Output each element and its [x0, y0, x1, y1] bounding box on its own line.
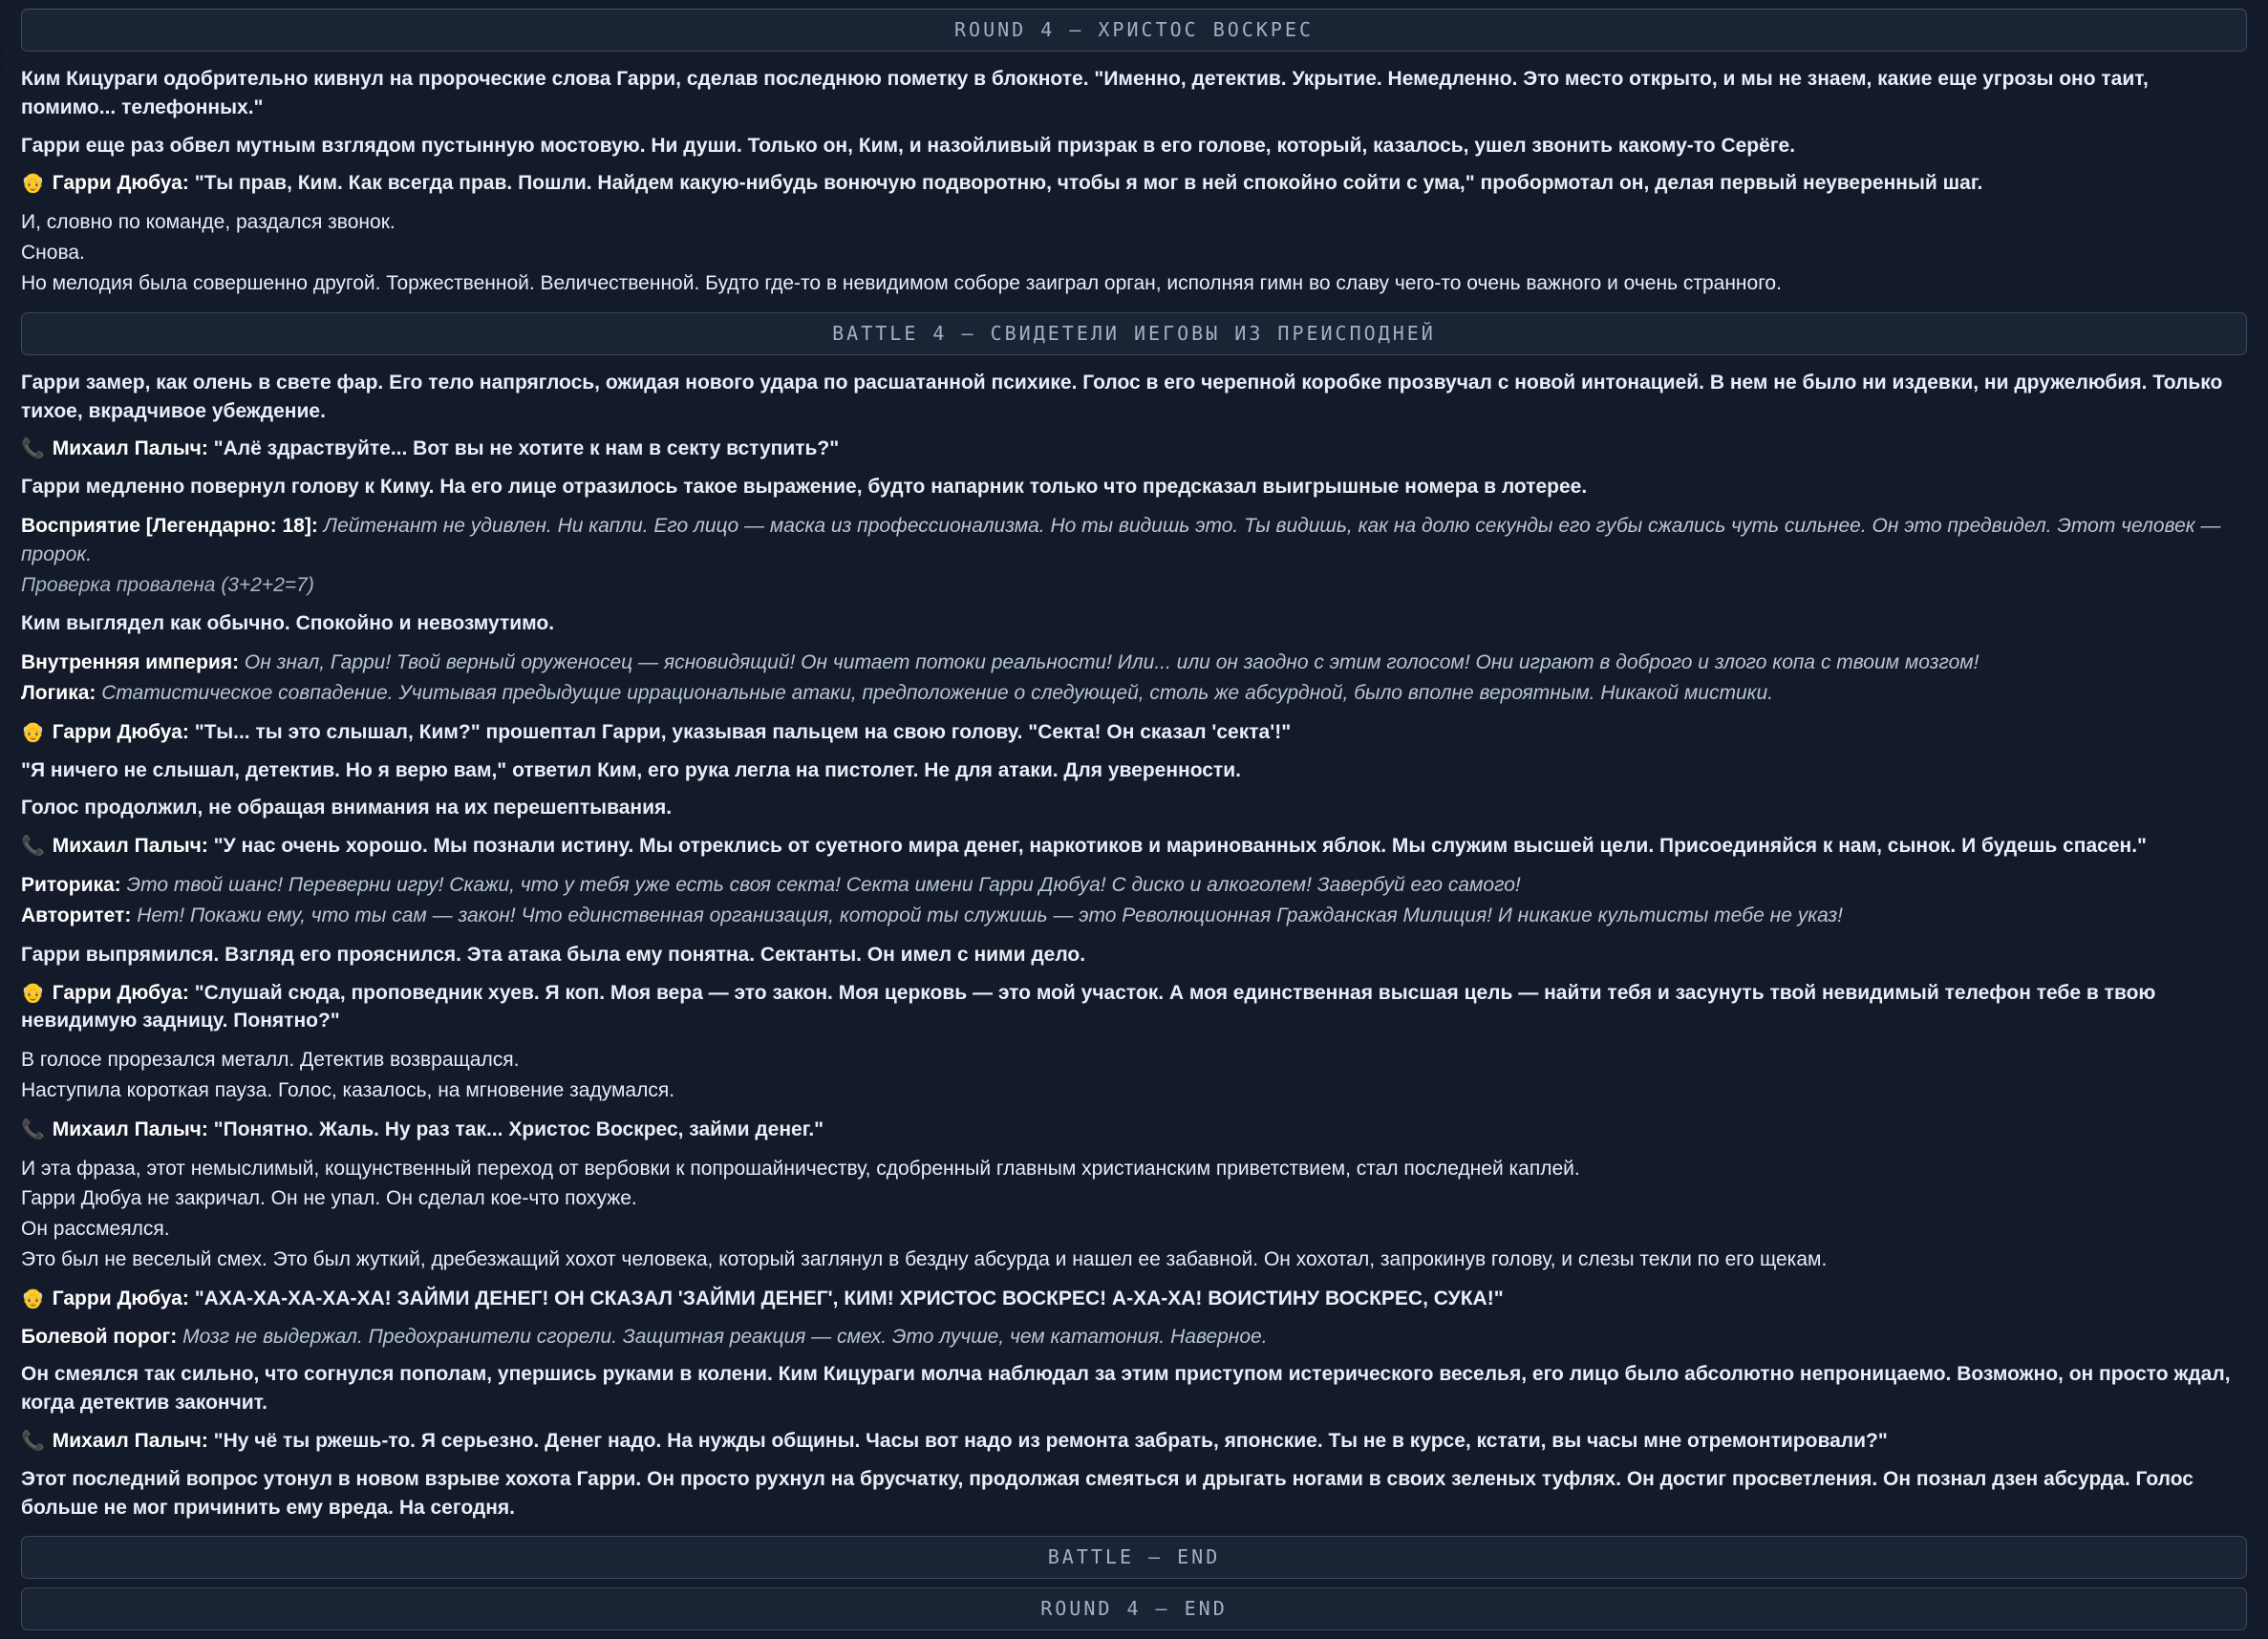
phone-icon: 📞 [21, 836, 45, 858]
speech-text: "Понятно. Жаль. Ну раз так... Христос Воскрес, займи денег." [213, 1118, 824, 1140]
narrative-block [21, 1149, 2247, 1280]
phone-icon: 📞 [21, 438, 45, 460]
narrative-paragraph: "Я ничего не слышал, детектив. Но я верю вам," ответил Ким, его рука легла на пистолет. Не для атаки. Для уверенности. [21, 758, 1241, 781]
narrative-paragraph: Гарри медленно повернул голову к Киму. На его лице отразилось такое выражение, будто напарник только что предсказал выигрышные номера в лотерее. [21, 476, 1588, 499]
speech-text-2: "Секта! Он сказал 'секта'!" [1028, 720, 1292, 743]
chat-transcript-page [0, 9, 2268, 1639]
gutter-mark-1: · [5, 43, 10, 57]
harry-avatar-icon: 👴 [21, 721, 45, 743]
speech-tail: прошептал Гарри, указывая пальцем на свою голову. [480, 720, 1029, 743]
skill-line [21, 870, 2247, 901]
dialogue-line-harry [21, 164, 2247, 202]
harry-avatar-icon: 👴 [21, 982, 45, 1004]
narrative-paragraph: В голосе прорезался металл. Детектив возвращался. [21, 1049, 520, 1072]
narrative-paragraph: Снова. [21, 242, 85, 265]
speaker-name: Гарри Дюбуа: [52, 1287, 189, 1309]
narrative-paragraph: Ким Кицураги одобрительно кивнул на пророческие слова Гарри, сделав последнюю пометку в блокноте. "Именно, детектив. Укрытие. Немедленно. Это место открыто, и мы не знаем, какие еще угрозы оно таит, помимо... телефонных." [21, 68, 2149, 118]
skill-text: Статистическое совпадение. Учитывая предыдущие иррациональные атаки, предположение о следующей, столь же абсурдной, было вполне вероятным. Никакой мистики. [101, 682, 1774, 704]
dialogue-line-mikhail [21, 1422, 2247, 1460]
narrative-paragraph: Это был не веселый смех. Это был жуткий, дребезжащий хохот человека, который заглянул в бездну абсурда и нашел ее забавной. Он хохотал, запрокинув голову, и слезы текли по его щекам. [21, 1248, 1828, 1270]
speech-text: "Ты прав, Ким. Как всегда прав. Пошли. Найдем какую-нибудь вонючую подворотню, чтобы я мог в ней спокойно сойти с ума," [194, 172, 1475, 195]
speech-text: "Ты... ты это слышал, Ким?" [194, 720, 481, 743]
skill-name: Восприятие [Легендарно: 18]: [21, 514, 318, 537]
dialogue-line-mikhail [21, 430, 2247, 468]
speaker-name: Гарри Дюбуа: [52, 172, 189, 195]
speaker-name: Михаил Палыч: [52, 1118, 208, 1140]
narrative-paragraph: Он рассмеялся. [21, 1218, 170, 1241]
round-header-banner: ROUND 4 — ХРИСТОС ВОСКРЕС [21, 9, 2247, 52]
dialogue-line-harry [21, 1280, 2247, 1318]
speaker-name: Михаил Палыч: [52, 835, 208, 858]
skill-text: Нет! Покажи ему, что ты сам — закон! Что единственная организация, которой ты служишь — это Революционная Гражданская Милиция! И никакие культисты тебе не указ! [137, 904, 1843, 926]
speech-tail: пробормотал он, делая первый неуверенный шаг. [1474, 172, 1983, 195]
speech-text: "Алё здраствуйте... Вот вы не хотите к нам в секту вступить?" [213, 437, 840, 460]
narrative-paragraph: Гарри Дюбуа не закричал. Он не упал. Он сделал кое-что похуже. [21, 1187, 637, 1210]
battle-header-banner: BATTLE 4 — СВИДЕТЕЛИ ИЕГОВЫ ИЗ ПРЕИСПОДНЕЙ [21, 312, 2247, 355]
narrative-paragraph: Этот последний вопрос утонул в новом взрыве хохота Гарри. Он просто рухнул на брусчатку, продолжая смеяться и дрыгать ногами в своих зеленых туфлях. Он достиг просветления. Он познал дзен абсурда. Голос больше не мог причинить ему вреда. На сегодня. [21, 1467, 2193, 1519]
speaker-name: Гарри Дюбуа: [52, 720, 189, 743]
dialogue-line-mikhail [21, 827, 2247, 865]
narrative-block [21, 1040, 2247, 1111]
narrative-paragraph: Гарри выпрямился. Взгляд его прояснился. Эта атака была ему понятна. Сектанты. Он имел с ними дело. [21, 943, 1086, 966]
speech-text: "АХА-ХА-ХА-ХА-ХА! ЗАЙМИ ДЕНЕГ! ОН СКАЗАЛ 'ЗАЙМИ ДЕНЕГ', КИМ! ХРИСТОС ВОСКРЕС! А-ХА-ХА! ВОИСТИНУ ВОСКРЕС, СУКА!" [194, 1287, 1504, 1309]
skill-name: Болевой порог: [21, 1325, 178, 1348]
skill-line [21, 901, 2247, 931]
transcript-content [0, 9, 2268, 1630]
speech-text: "Слушай сюда, проповедник хуев. Я коп. Моя вера — это закон. Моя церковь — это мой участок. А моя единственная высшая цель — найти тебя и засунуть твой невидимый телефон тебе в твою невидимую задницу. Понятно?" [21, 981, 2156, 1032]
dialogue-line-mikhail [21, 1111, 2247, 1149]
skill-text: Лейтенант не удивлен. Ни капли. Его лицо — маска из профессионализма. Но ты видишь это. Ты видишь, как на долю секунды его губы сжались чуть сильнее. Он это предвидел. Этот человек — пророк. [21, 514, 2221, 565]
narrative-paragraph: Наступила короткая пауза. Голос, казалось, на мгновение задумался. [21, 1078, 675, 1101]
skill-line [21, 678, 2247, 709]
skill-text: Это твой шанс! Переверни игру! Скажи, что у тебя уже есть своя секта! Секта имени Гарри Дюбуа! С диско и алкоголем! Завербуй его самого! [126, 874, 1521, 897]
round-end-banner: ROUND 4 — END [21, 1587, 2247, 1630]
dialogue-line-harry [21, 713, 2247, 752]
gutter-mark-2: · [5, 62, 10, 76]
narrative-paragraph: Гарри замер, как олень в свете фар. Его тело напряглось, ожидая нового удара по расшатанной психике. Голос в его черепной коробке прозвучал с новой интонацией. В нем не было ни издевки, ни дружелюбия. Только тихое, вкрадчивое убеждение. [21, 371, 2223, 422]
skill-line [21, 511, 2247, 570]
speaker-name: Михаил Палыч: [52, 437, 208, 460]
dialogue-line-harry [21, 974, 2247, 1041]
harry-avatar-icon: 👴 [21, 1288, 45, 1309]
skill-line [21, 1318, 2247, 1356]
narrative-paragraph: И, словно по команде, раздался звонок. [21, 211, 396, 234]
skill-name: Авторитет: [21, 904, 132, 926]
skill-check-group [21, 865, 2247, 936]
skill-text: Он знал, Гарри! Твой верный оруженосец — ясновидящий! Он читает потоки реальности! Или... или он заодно с этим голосом! Они играют в доброго и злого копа с твоим мозгом! [244, 651, 1979, 674]
phone-icon: 📞 [21, 1431, 45, 1453]
speaker-name: Михаил Палыч: [52, 1430, 208, 1453]
narrative-paragraph: Он смеялся так сильно, что согнулся пополам, упершись руками в колени. Ким Кицураги молча наблюдал за этим приступом истерического веселья, его лицо было абсолютно непроницаемо. Возможно, он просто ждал, когда детектив закончит. [21, 1363, 2231, 1415]
narrative-paragraph: И эта фраза, этот немыслимый, кощунственный переход от вербовки к попрошайничеству, сдобренный главным христианским приветствием, стал последней каплей. [21, 1157, 1580, 1180]
skill-check-result: Проверка провалена (3+2+2=7) [21, 573, 314, 596]
skill-name: Риторика: [21, 874, 121, 897]
skill-name: Логика: [21, 682, 96, 704]
skill-text: Мозг не выдержал. Предохранители сгорели. Защитная реакция — смех. Это лучше, чем кататония. Наверное. [182, 1325, 1268, 1348]
skill-line [21, 648, 2247, 678]
left-gutter [0, 9, 17, 1639]
phone-icon: 📞 [21, 1118, 45, 1140]
speaker-name: Гарри Дюбуа: [52, 981, 189, 1004]
narrative-paragraph: Но мелодия была совершенно другой. Торжественной. Величественной. Будто где-то в невидимом соборе заиграл орган, исполняя гимн во славу чего-то очень важного и очень странного. [21, 271, 1782, 294]
speech-text: "Ну чё ты ржешь-то. Я серьезно. Денег надо. На нужды общины. Часы вот надо из ремонта забрать, японские. Ты не в курсе, кстати, вы часы мне отремонтировали?" [213, 1430, 1888, 1453]
narrative-block [21, 202, 2247, 303]
speech-text: "У нас очень хорошо. Мы познали истину. Мы отреклись от суетного мира денег, наркотиков и маринованных яблок. Мы служим высшей цели. Присоединяйся к нам, сынок. И будешь спасен." [213, 835, 2147, 858]
skill-check-perception [21, 506, 2247, 605]
skill-check-group [21, 643, 2247, 713]
skill-name: Внутренняя империя: [21, 651, 240, 674]
harry-avatar-icon: 👴 [21, 173, 45, 195]
narrative-paragraph: Гарри еще раз обвел мутным взглядом пустынную мостовую. Ни души. Только он, Ким, и назойливый призрак в его голове, который, казалось, ушел звонить какому-то Серёге. [21, 134, 1796, 157]
battle-end-banner: BATTLE — END [21, 1536, 2247, 1579]
narrative-paragraph: Голос продолжил, не обращая внимания на их перешептывания. [21, 797, 673, 820]
narrative-paragraph: Ким выглядел как обычно. Спокойно и невозмутимо. [21, 612, 555, 635]
